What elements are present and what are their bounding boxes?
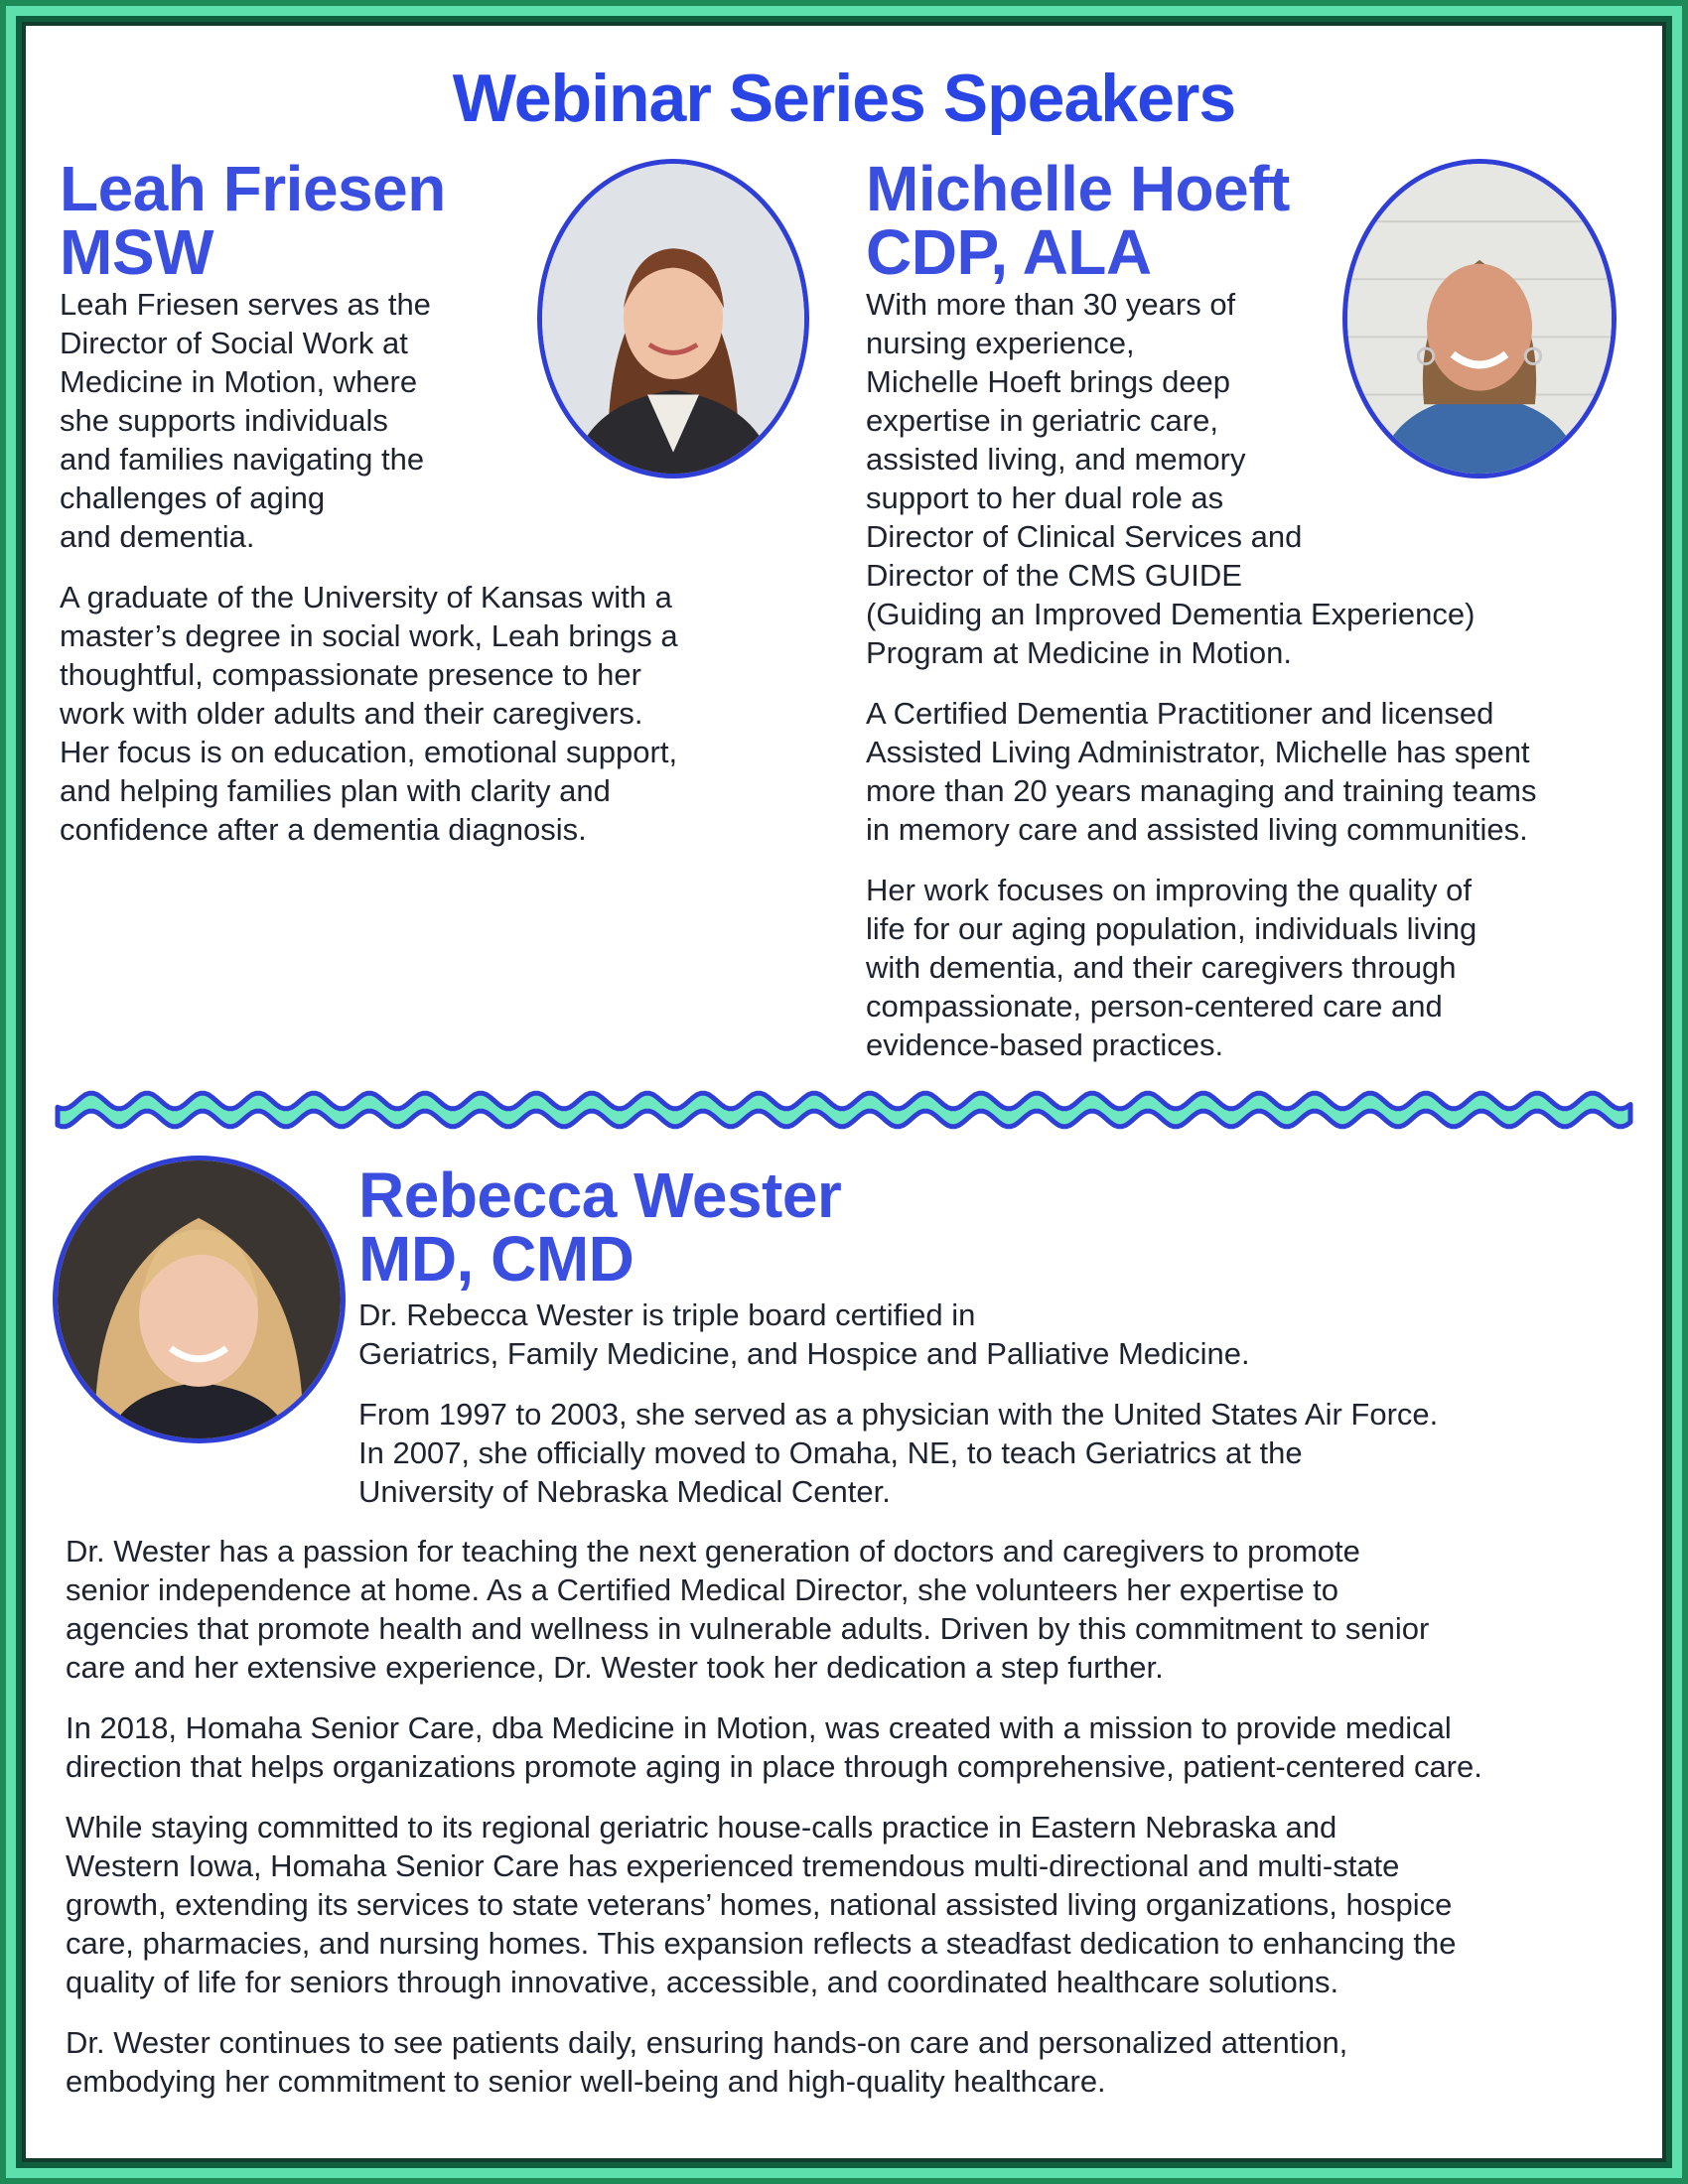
speaker-bio-leah [60, 285, 834, 871]
speaker-bio-rebecca-intro [358, 1296, 1649, 1533]
wave-divider [50, 1080, 1638, 1140]
bio-paragraph: From 1997 to 2003, she served as a physician with the United States Air Force. In 2007, she officially moved to Omaha, NE, to teach Geriatrics at the University of Nebraska Medical Center. [358, 1397, 1439, 1509]
bio-paragraph: A graduate of the University of Kansas with a master’s degree in social work, Leah brings a thoughtful, compassionate presence to her work with older adults and their caregivers. Her focus is on education, emotional support, and helping families plan with clarity and confidence after a dementia diagnosis. [60, 580, 678, 847]
speaker-name-leah [60, 153, 446, 288]
bio-paragraph: Her work focuses on improving the quality of life for our aging population, individuals living with dementia, and their caregivers through compassionate, person-centered care and evidence-based practices. [866, 873, 1477, 1062]
speaker-credentials: MD, CMD [358, 1223, 634, 1295]
bio-paragraph: Leah Friesen serves as the Director of Social Work at Medicine in Motion, where she supports individuals and families navigating the challenges of aging and dementia. [60, 287, 431, 554]
speaker-name-line: Rebecca Wester [358, 1160, 842, 1231]
speaker-bio-rebecca-full [66, 1532, 1644, 2122]
bio-paragraph: With more than 30 years of nursing experience, Michelle Hoeft brings deep expertise in geriatric care, assisted living, and memory support to her dual role as Director of Clinical Services and Director of the CMS GUIDE (Guiding an Improved Dementia Experience) Program at Medicine in Motion. [866, 287, 1476, 670]
speaker-photo-rebecca [53, 1156, 346, 1443]
bio-paragraph: Dr. Wester continues to see patients daily, ensuring hands-on care and personalized attention, embodying her commitment to senior well-being and high-quality healthcare. [66, 2025, 1348, 2099]
speaker-credentials: CDP, ALA [866, 216, 1152, 288]
bio-paragraph: A Certified Dementia Practitioner and licensed Assisted Living Administrator, Michelle has spent more than 20 years managing and training teams in memory care and assisted living communities. [866, 696, 1537, 847]
bio-paragraph: In 2018, Homaha Senior Care, dba Medicine in Motion, was created with a mission to provide medical direction that helps organizations promote aging in place through comprehensive, patient-centered care. [66, 1710, 1482, 1784]
speaker-name-rebecca [358, 1160, 842, 1295]
bio-paragraph: Dr. Rebecca Wester is triple board certified in Geriatrics, Family Medicine, and Hospice and Palliative Medicine. [358, 1297, 1250, 1371]
bio-paragraph: While staying committed to its regional geriatric house-calls practice in Eastern Nebraska and Western Iowa, Homaha Senior Care has experienced tremendous multi-directional and multi-state growth, extending its services to state veterans’ homes, national assisted living organizations, hospice care, pharmacies, and nursing homes. This expansion reflects a steadfast dedication to enhancing the quality of life for seniors through innovative, accessible, and coordinated healthcare solutions. [66, 1810, 1457, 1999]
page-title: Webinar Series Speakers [452, 61, 1236, 136]
speaker-credentials: MSW [60, 216, 213, 288]
speaker-name-line: Leah Friesen [60, 153, 446, 224]
bio-paragraph: Dr. Wester has a passion for teaching the next generation of doctors and caregivers to promote senior independence at home. As a Certified Medical Director, she volunteers her expertise to agencies that promote health and wellness in vulnerable adults. Driven by this commitment to senior care and her extensive experience, Dr. Wester took her dedication a step further. [66, 1534, 1430, 1685]
speaker-name-michelle [866, 153, 1290, 288]
speaker-bio-michelle [866, 285, 1640, 1086]
speaker-name-line: Michelle Hoeft [866, 153, 1290, 224]
